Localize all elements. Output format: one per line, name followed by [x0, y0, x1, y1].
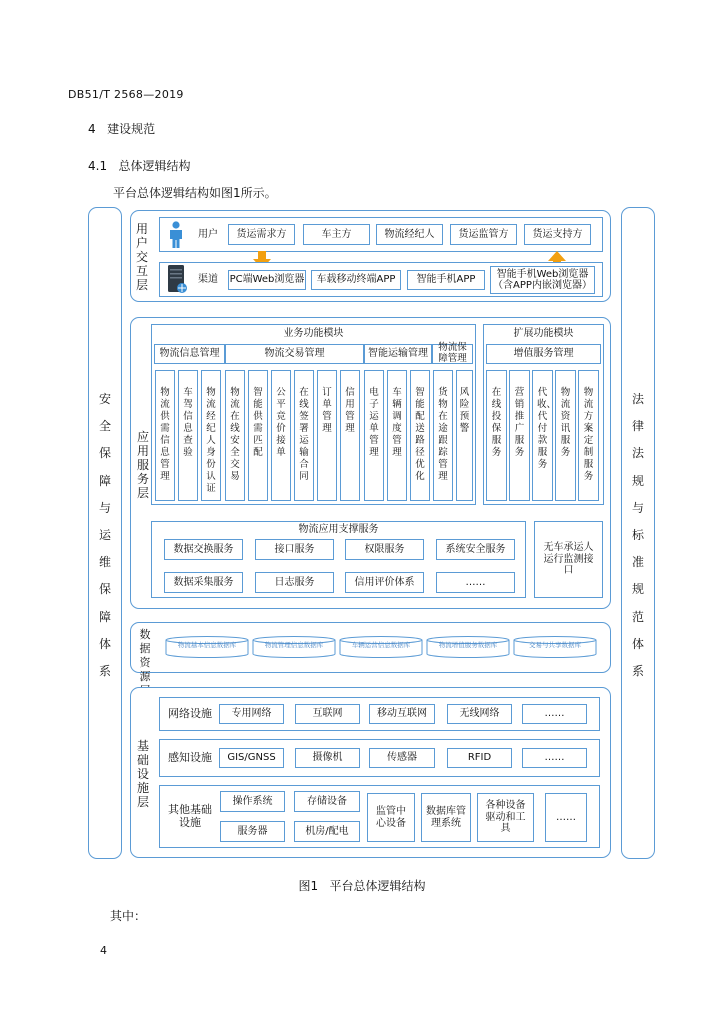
db-label: 车辆运营信息数据库	[351, 641, 411, 649]
subsection-title: 总体逻辑结构	[118, 159, 191, 173]
figure-number: 图1	[298, 879, 319, 893]
app-layer-title: 应用服务层	[136, 430, 149, 500]
module-risk-warning	[456, 370, 473, 501]
users-label: 用户	[198, 229, 218, 241]
infra-drivers-tools: 各种设备驱动和工具	[477, 793, 534, 842]
other-infra-label: 其他基础设施	[168, 803, 212, 829]
infra-storage: 存储设备	[294, 791, 360, 812]
module-route-optimization	[410, 370, 430, 501]
sense-more: ……	[522, 748, 587, 768]
module-smart-matching	[248, 370, 268, 501]
infra-os: 操作系统	[220, 791, 285, 812]
channels-label: 渠道	[198, 274, 218, 286]
law-side-panel	[621, 207, 655, 859]
module-label: 物流在线安全交易	[230, 387, 240, 482]
module-label: 电子运单管理	[369, 387, 379, 458]
group-logistics-trade: 物流交易管理	[225, 344, 364, 364]
group-logistics-guarantee: 物流保障管理	[432, 344, 473, 364]
module-label: 智能配送路径优化	[415, 387, 425, 482]
server-icon	[166, 264, 188, 295]
module-payment-agent	[532, 370, 557, 501]
channel-pc-browser: PC端Web浏览器	[228, 270, 306, 290]
db-label: 物流增值服务数据库	[438, 641, 498, 649]
section-heading	[88, 120, 155, 137]
service-permission: 权限服务	[345, 539, 424, 560]
net-internet: 互联网	[295, 704, 360, 724]
module-vehicle-dispatch	[387, 370, 407, 501]
module-label: 智能供需匹配	[253, 387, 263, 458]
sense-sensor: 传感器	[369, 748, 435, 768]
person-icon	[167, 221, 185, 248]
db-label: 物流管理信息数据库	[264, 641, 324, 649]
infra-monitoring-center: 监管中心设备	[367, 793, 415, 842]
section-number: 4	[88, 122, 96, 136]
service-more: ……	[436, 572, 515, 593]
module-marketing	[509, 370, 530, 501]
module-supply-demand-info	[155, 370, 175, 501]
module-label: 公平竞价接单	[276, 387, 286, 458]
business-modules-title: 业务功能模块	[283, 327, 344, 339]
sensing-label: 感知设施	[168, 750, 212, 764]
monitor-interface: 无车承运人运行监测接口	[534, 521, 603, 598]
net-private: 专用网络	[219, 704, 284, 724]
module-e-waybill	[364, 370, 384, 501]
infra-dbms: 数据库管理系统	[421, 793, 471, 842]
module-label: 物流经纪人身份认证	[206, 387, 216, 494]
figure-caption	[0, 877, 724, 894]
module-online-insurance	[486, 370, 507, 501]
intro-paragraph: 平台总体逻辑结构如图1所示。	[113, 186, 277, 200]
db-label: 交易与共享数据库	[529, 641, 581, 649]
support-services-title: 物流应用支撑服务	[298, 523, 379, 535]
module-label: 物流供需信息管理	[160, 387, 170, 482]
sense-camera: 摄像机	[295, 748, 360, 768]
law-side-label: 法律法规与标准规范体系	[631, 392, 644, 679]
extension-modules-title: 扩展功能模块	[513, 327, 574, 339]
service-interface: 接口服务	[255, 539, 334, 560]
group-smart-transport: 智能运输管理	[364, 344, 432, 364]
module-fair-bidding	[271, 370, 291, 501]
module-label: 物流方案定制服务	[583, 387, 594, 482]
channel-smartphone-browser: 智能手机Web浏览器 （含APP内嵌浏览器）	[490, 266, 595, 294]
module-online-secure-trade	[225, 370, 245, 501]
net-more: ……	[522, 704, 587, 724]
note-text: 其中：	[110, 909, 147, 923]
network-label: 网络设施	[168, 706, 212, 720]
infra-layer-title: 基础设施层	[136, 739, 149, 809]
security-side-label: 安全保障与运维保障体系	[98, 392, 111, 679]
module-broker-identity	[201, 370, 221, 501]
db-vehicle-operation	[339, 636, 423, 658]
infra-machine-room: 机房/配电	[294, 821, 360, 842]
module-label: 在线签署运输合同	[299, 387, 309, 482]
module-cargo-tracking	[433, 370, 453, 501]
standard-code: DB51/T 2568—2019	[68, 88, 184, 101]
module-order-management	[317, 370, 337, 501]
channel-smartphone-app: 智能手机APP	[407, 270, 485, 290]
module-online-contract	[294, 370, 314, 501]
module-vehicle-driver-check	[178, 370, 198, 501]
service-credit-evaluation: 信用评价体系	[345, 572, 424, 593]
data-layer-title: 数据资源	[139, 628, 151, 683]
infra-server: 服务器	[220, 821, 285, 842]
module-label: 车辆调度管理	[392, 387, 402, 458]
figure-title: 平台总体逻辑结构	[329, 879, 426, 893]
user-freight-regulator: 货运监管方	[450, 224, 517, 245]
module-label: 代收、代付款服务	[537, 387, 557, 470]
security-side-panel	[88, 207, 122, 859]
subsection-number: 4.1	[88, 159, 108, 173]
sense-gis-gnss: GIS/GNSS	[219, 748, 284, 768]
sense-rfid: RFID	[447, 748, 512, 768]
group-value-added: 增值服务管理	[486, 344, 601, 364]
section-title: 建设规范	[107, 122, 156, 136]
net-mobile-internet: 移动互联网	[369, 704, 435, 724]
module-label: 车驾信息查验	[183, 387, 193, 458]
subsection-heading	[88, 157, 191, 174]
service-data-collection: 数据采集服务	[164, 572, 243, 593]
user-vehicle-owner: 车主方	[303, 224, 370, 245]
module-label: 货物在途跟踪管理	[438, 387, 448, 482]
module-label: 信用管理	[345, 387, 355, 434]
db-management-info	[252, 636, 336, 658]
service-system-security: 系统安全服务	[436, 539, 515, 560]
user-logistics-broker: 物流经纪人	[376, 224, 443, 245]
infra-more: ……	[545, 793, 587, 842]
db-trade-share	[513, 636, 597, 658]
user-freight-demander: 货运需求方	[228, 224, 295, 245]
module-label: 风险预警	[459, 387, 470, 434]
service-data-exchange: 数据交换服务	[164, 539, 243, 560]
page-number: 4	[100, 944, 107, 957]
module-label: 物流资讯服务	[560, 387, 571, 458]
ui-layer-title: 用户交互层	[135, 222, 148, 292]
channel-vehicle-app: 车载移动终端APP	[311, 270, 401, 290]
module-label: 营销推广服务	[514, 387, 525, 458]
module-label: 在线投保服务	[491, 387, 502, 458]
db-label: 物流基本信息数据库	[177, 641, 237, 649]
service-log: 日志服务	[255, 572, 334, 593]
net-wireless: 无线网络	[447, 704, 512, 724]
user-freight-supporter: 货运支持方	[524, 224, 591, 245]
db-basic-info	[165, 636, 249, 658]
module-custom-solution	[578, 370, 599, 501]
group-logistics-info: 物流信息管理	[154, 344, 225, 364]
module-label: 订单管理	[322, 387, 332, 434]
module-credit-management	[340, 370, 360, 501]
db-value-added	[426, 636, 510, 658]
module-logistics-news	[555, 370, 576, 501]
